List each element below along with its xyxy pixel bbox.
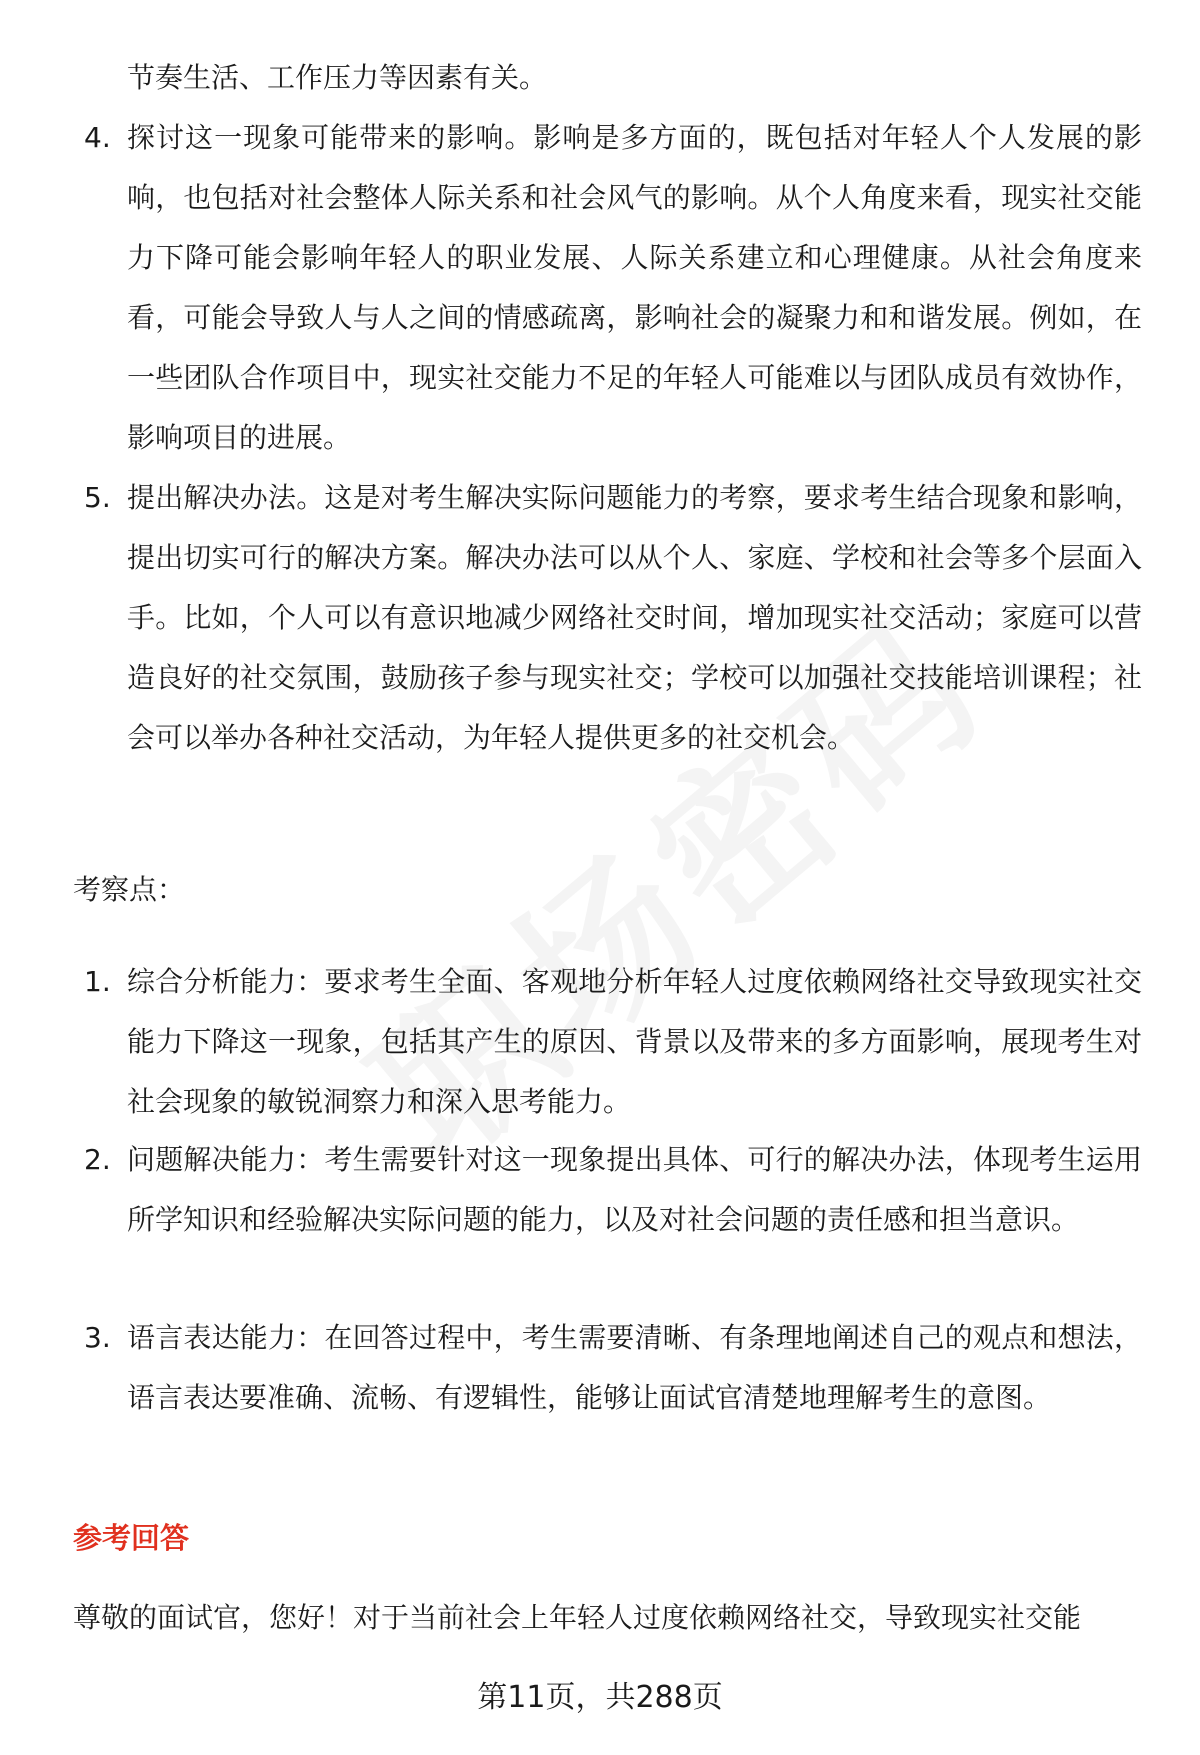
list-item-text: 问题解决能力：考生需要针对这一现象提出具体、可行的解决办法，体现考生运用所学知识和经验解决实际问题的能力，以及对社会问题的责任感和担当意识。 — [127, 1143, 1142, 1236]
list-number: 2. — [84, 1143, 111, 1176]
list-item-text: 提出解决办法。这是对考生解决实际问题能力的考察，要求考生结合现象和影响，提出切实可行的解决方案。解决办法可以从个人、家庭、学校和社会等多个层面入手。比如，个人可以有意识地减少网络社交时间，增加现实社交活动；家庭可以营造良好的社交氛围，鼓励孩子参与现实社交；学校可以加强社交技能培训课程；社会可以举办各种社交活动，为年轻人提供更多的社交机会。 — [127, 481, 1142, 754]
list-item-text: 探讨这一现象可能带来的影响。影响是多方面的，既包括对年轻人个人发展的影响，也包括对社会整体人际关系和社会风气的影响。从个人角度来看，现实社交能力下降可能会影响年轻人的职业发展、人际关系建立和心理健康。从社会角度来看，可能会导致人与人之间的情感疏离，影响社会的凝聚力和和谐发展。例如，在一些团队合作项目中，现实社交能力不足的年轻人可能难以与团队成员有效协作，影响项目的进展。 — [127, 121, 1142, 454]
reference-heading: 参考回答 — [73, 1521, 190, 1555]
exam-points-label: 考察点： — [73, 873, 186, 906]
list-number: 3. — [84, 1321, 111, 1354]
list-number: 4. — [84, 121, 111, 154]
continuation-text: 节奏生活、工作压力等因素有关。 — [127, 61, 548, 94]
list-number: 1. — [84, 965, 111, 998]
list-number: 5. — [84, 481, 111, 514]
list-item-text: 语言表达能力：在回答过程中，考生需要清晰、有条理地阐述自己的观点和想法，语言表达要准确、流畅、有逻辑性，能够让面试官清楚地理解考生的意图。 — [127, 1321, 1142, 1414]
reference-opening-text: 尊敬的面试官，您好！对于当前社会上年轻人过度依赖网络社交，导致现实社交能 — [73, 1601, 1082, 1634]
list-item-text: 综合分析能力：要求考生全面、客观地分析年轻人过度依赖网络社交导致现实社交能力下降这一现象，包括其产生的原因、背景以及带来的多方面影响，展现考生对社会现象的敏锐洞察力和深入思考能力。 — [127, 965, 1142, 1118]
page-number: 第11页，共288页 — [477, 1680, 723, 1715]
